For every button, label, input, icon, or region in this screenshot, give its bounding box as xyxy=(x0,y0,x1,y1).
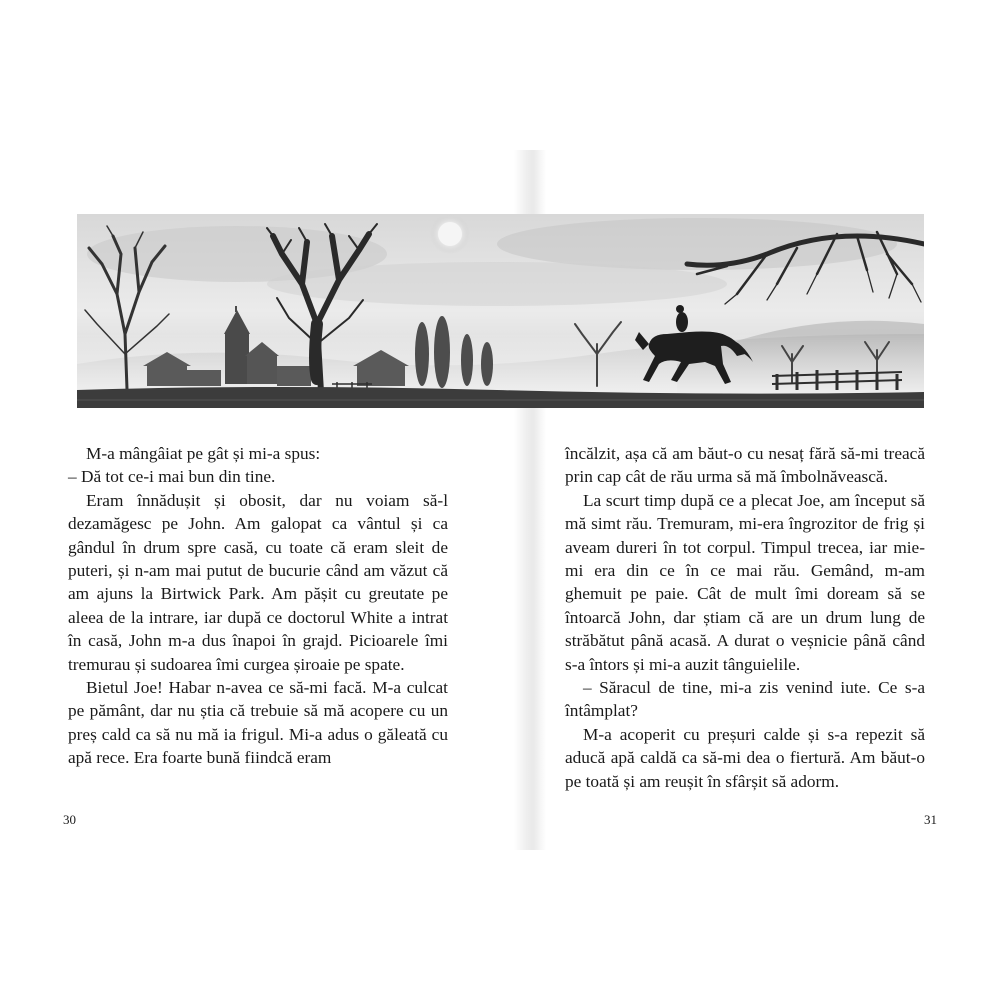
paragraph: încălzit, așa că am băut-o cu nesaț fără să-mi treacă prin cap cât de rău urma să mă îmbolnăvească. xyxy=(565,444,925,487)
paragraph: M-a acoperit cu preșuri calde și s-a repezit să aducă apă caldă ca să-mi dea o fiertură. Am băut-o pe toată și am reușit în sfârșit să adorm. xyxy=(565,724,925,791)
paragraph: La scurt timp după ce a plecat Joe, am început să mă simt rău. Tremuram, mi-era îngrozitor de frig și aveam dureri în tot corpul. Timpul trecea, iar mie-mi era din ce în ce mai rău. Gemând, m-am ghemuit pe paie. Cât de mult îmi doream să se întoarcă John, dar știam că are un drum lung de străbătut până acasă. A durat o veșnicie până când s-a întors și mi-a auzit tânguielile. xyxy=(565,490,925,674)
paragraph: Bietul Joe! Habar n-avea ce să-mi facă. M-a culcat pe pământ, dar nu știa că trebuie să mă acopere cu un preș cald ca să nu mă ia frigul. Mi-a adus o găleată cu apă rece. Era foarte bună fiindcă eram xyxy=(68,678,448,768)
left-page-text xyxy=(68,442,448,770)
page-number-right: 31 xyxy=(924,812,937,827)
paragraph: M-a mângâiat pe gât și mi-a spus: xyxy=(86,444,321,463)
page-number-left: 30 xyxy=(63,812,76,827)
paragraph: – Săracul de tine, mi-a zis venind iute. Ce s-a întâmplat? xyxy=(565,678,925,721)
paragraph: – Dă tot ce-i mai bun din tine. xyxy=(68,467,276,487)
right-page-text xyxy=(565,442,925,793)
paragraph: Eram înnădușit și obosit, dar nu voiam să-l dezamăgesc pe John. Am galopat ca vântul și ca gândul în drum spre casă, cu toate că eram sleit de puteri, și n-am mai putut de bucurie când am văzut că am ajuns la Birtwick Park. Am pășit cu greutate pe aleea de la intrare, iar după ce doctorul White a intrat în casă, John m-a dus înapoi în grajd. Picioarele îmi tremurau și sudoarea îmi curgea șiroaie pe spate. xyxy=(68,490,448,674)
landscape-illustration xyxy=(77,214,924,408)
